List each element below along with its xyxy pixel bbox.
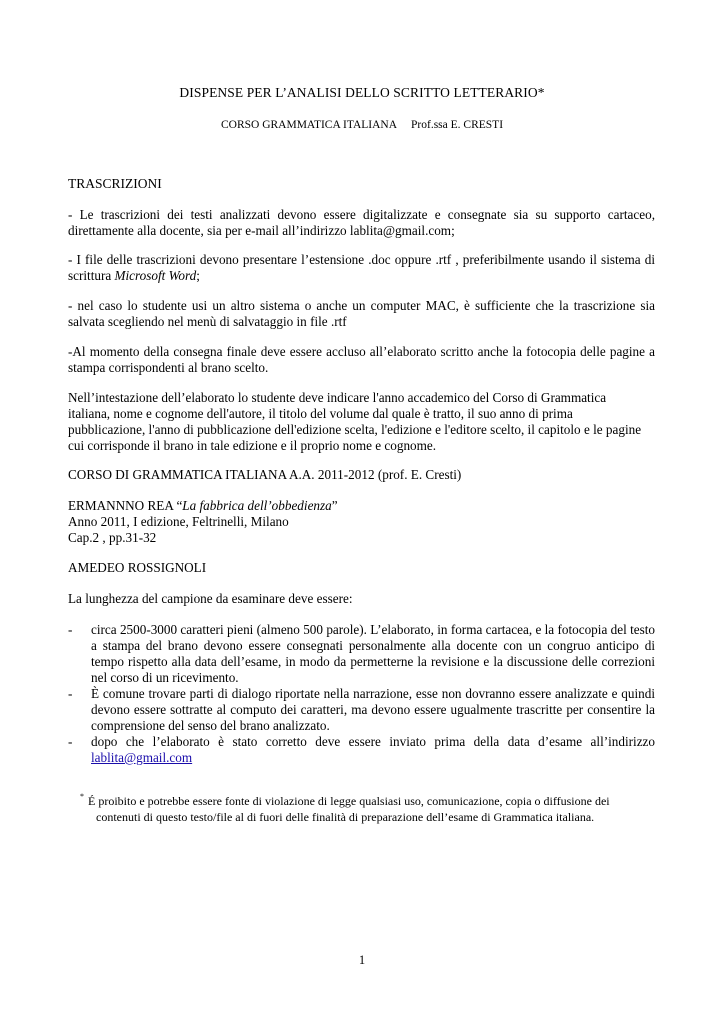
student-name: AMEDEO ROSSIGNOLI xyxy=(68,560,207,575)
footnote xyxy=(80,789,660,825)
paragraph-final-submission: -Al momento della consegna finale deve essere accluso all’elaborato scritto anche la fotocopia delle pagine a stampa corrispondenti al brano scelto. xyxy=(68,344,655,375)
book-reference xyxy=(68,498,655,546)
list-item xyxy=(68,686,655,734)
paragraph-header-requirements xyxy=(68,390,655,454)
course-name: CORSO GRAMMATICA ITALIANA xyxy=(220,119,398,131)
book-title: La fabbrica dell’obbedienza xyxy=(182,498,332,513)
course-year-line: CORSO DI GRAMMATICA ITALIANA A.A. 2011-2012 (prof. E. Cresti) xyxy=(68,467,462,482)
list-dash: - xyxy=(68,686,73,701)
book-edition: Anno 2011, I edizione, Feltrinelli, Milano xyxy=(68,514,289,529)
paragraph-digital-submission: - Le trascrizioni dei testi analizzati devono essere digitalizzate e consegnate sia su supporto cartaceo, direttamente alla docente, sia per e-mail all’indirizzo lablita@gmail.com; xyxy=(68,207,655,238)
software-name: Microsoft Word xyxy=(114,268,197,283)
file-format-text: - I file delle trascrizioni devono presentare l’estensione .doc oppure .rtf , preferibilmente usando il sistema di scrittura xyxy=(68,252,655,283)
list-item xyxy=(68,734,655,766)
book-author-title: ERMANNNO REA “La fabbrica dell’obbedienza” xyxy=(68,498,338,513)
book-author: ERMANNNO REA xyxy=(68,498,174,513)
paragraph-mac-users: - nel caso lo studente usi un altro sistema o anche un computer MAC, è sufficiente che la trascrizione sia salvata scegliendo nel menù di salvataggio in file .rtf xyxy=(68,298,655,329)
list-item xyxy=(68,622,655,686)
footnote-line-2: contenuti di questo testo/file al di fuori delle finalità di preparazione dell’esame di Grammatica italiana. xyxy=(96,810,595,824)
footnote-marker: * xyxy=(80,792,84,801)
course-subtitle xyxy=(0,119,724,131)
list-item-text: circa 2500-3000 caratteri pieni (almeno 500 parole). L’elaborato, in forma cartacea, e la fotocopia del testo a stampa del brano devono essere consegnati personalmente alla docente con un congruo anticipo di tempo rispetto alla data dell’esame, in modo da permetterne la revisione e la discussione delle correzioni nel corso di un ricevimento. xyxy=(91,622,655,685)
section-heading: TRASCRIZIONI xyxy=(68,176,162,191)
text-line: cui corrisponde il brano in tale edizione e il proprio nome e cognome. xyxy=(68,438,437,453)
book-pages: Cap.2 , pp.31-32 xyxy=(68,530,157,545)
text-line: italiana, nome e cognome dell'autore, il titolo del volume dal quale è tratto, il suo anno di prima xyxy=(68,406,573,421)
text-line: Nell’intestazione dell’elaborato lo studente deve indicare l'anno accademico del Corso di Grammatica xyxy=(68,390,607,405)
footnote-line-1 xyxy=(80,789,660,809)
text-line: pubblicazione, l'anno di pubblicazione dell'edizione scelta, l'edizione e l'editore scelto, il capitolo e le pagine xyxy=(68,422,642,437)
file-format-end: ; xyxy=(196,268,200,283)
email-link[interactable]: lablita@gmail.com xyxy=(91,750,193,765)
list-dash: - xyxy=(68,622,73,637)
requirements-list xyxy=(68,622,655,766)
professor-name: Prof.ssa E. CRESTI xyxy=(411,119,504,131)
page-number: 1 xyxy=(358,953,366,967)
list-dash: - xyxy=(68,734,73,749)
length-intro: La lunghezza del campione da esaminare deve essere: xyxy=(68,591,353,606)
footnote-text-1: É proibito e potrebbe essere fonte di violazione di legge qualsiasi uso, comunicazione, copia o diffusione dei xyxy=(88,794,610,808)
list-item-text: È comune trovare parti di dialogo riportate nella narrazione, esse non dovranno essere analizzate e quindi devono essere sottratte al computo dei caratteri, ma devono essere ugualmente trascritte per consentire la comprensione del senso del brano analizzato. xyxy=(91,686,655,733)
list-item-text: dopo che l’elaborato è stato corretto deve essere inviato prima della data d’esame all’indirizzo xyxy=(91,734,655,749)
document-title: DISPENSE PER L’ANALISI DELLO SCRITTO LETTERARIO* xyxy=(179,85,545,100)
paragraph-file-format xyxy=(68,252,655,284)
